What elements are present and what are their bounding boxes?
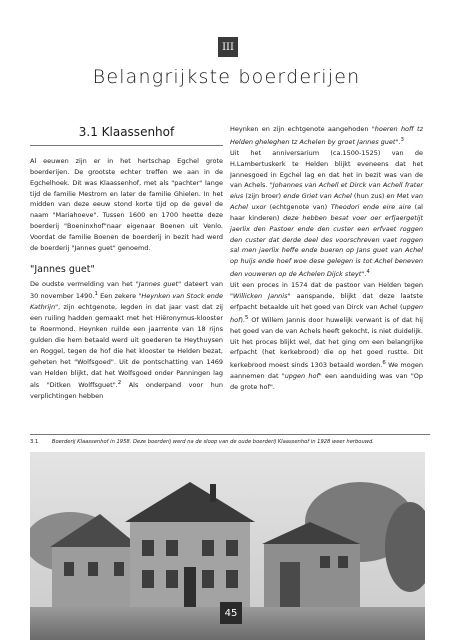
- footnote-marker: 2: [117, 380, 122, 387]
- footnote-marker: 4: [366, 269, 370, 276]
- chapter-number: III: [222, 41, 234, 53]
- figure-caption: [30, 434, 430, 446]
- left-column: [30, 124, 223, 402]
- page-number: 45: [220, 602, 242, 624]
- section-title: 3.1 Klaassenhof: [30, 124, 223, 146]
- right-paragraph-3: Uit een proces in 1574 dat de pastoor van Helden tegen "Willicken Jannis" aanspande, blijkt dat deze laatste erfpacht betaalde uit het goed van Dirck van Achel (upgen hof).$^5$ Of Willem Jannis door huwelijk verwant is of dat hij het goed van de van Achels heeft gekocht, is niet duidelijk. Uit het proces blijkt wel, dat het ging om een belangrijke erfpacht (het kerkebrood) die op het goed rustte. Dit kerkebrood moest sinds 1303 betaald worden.$^6$ We mogen aannemen dat "upgen hof" een aanduiding was van "Op de grote hof".: [230, 281, 424, 392]
- right-paragraph-1: Heynken en zijn echtgenote aangehoden "hoeren hoff tz Helden gheleghen tz Achelen by groet Jannes guet".$^3$: [230, 125, 423, 146]
- right-paragraph-2: Uit het anniversarium (ca.1500-1525) van de H.Lambertuskerk te Helden blijkt eveneens dat het Jannesgoed in Egchel lag en dat het in bezit was van de van Achels. "Johannes van Achell et Dirck van Achell frater eius (zijn broer) ende Griet van Achel (hun zus) en Met van Achel uxor (echtgenote van) Theodori ende eire aire (al haar kinderen) deze hebben besat voer oer erfjaergetijt jaerlix den Pastoer ende den custer een erfvaet roggen den custer dat derde deel des voorschreven vaet roggen sal men jaerlix heffe ende bueren op Jans guet van Achel op huijs ende hoef woe dese gelegen is tot Achel beneven den vouweren op de Achelen Dijck steyt".$^4$: [230, 148, 424, 279]
- caption-text: Boerderij Klaassenhof in 1958. Deze boerderij werd na de sloop van de oude boerderij Klaassenhof in 1928 weer herbouwd.: [51, 439, 374, 445]
- chapter-title: Belangrijkste boerderijen: [92, 66, 361, 88]
- right-column: [230, 124, 423, 393]
- footnote-marker: 6: [382, 360, 386, 367]
- jannes-guet-paragraph: De oudste vermelding van het "Jannes guet" dateert van 30 november 1490.$^1$ Een zekere "Heynken van Stock ende Kathrijn", zijn echtgenote, legden in dat jaar vast dat zij een ruiling hadden gemaakt met het Hiëronymus-klooster te Roermond. Heynken ruilde een jaarrente van 18 rijns gulden die hem betaald werd uit goederen te Heythuysen en Roggel, tegen de hof die het klooster te Helden bezat, geheten het "Wolfsgoed". Uit de pontschatting van 1469 van Helden blijkt, dat het Wolfsgoed onder Panningen lag als "Ditken Wolffsguet".$^2$ Als onderpand voor hun verplichtingen hebben: [30, 279, 224, 401]
- footnote-marker: 3: [400, 136, 404, 143]
- caption-number: 3.1: [30, 439, 39, 445]
- intro-paragraph: Al eeuwen zijn er in het hertschap Egchel grote boerderijen. De grootste echter treffen we aan in de Egchelhoek. Dit was Klaassenhof, met als "pachter" lange tijd de familie Mestrom en later de familie Ghielen. In het midden van deze eeuw stond korte tijd op de gevel de naam "Mariahoeve". Tussen 1600 en 1700 heette deze boerderij "Boeninxhof"naar eigenaar Boenen uit Venlo. Voordat de familie Boenen de boerderij in bezit had werd de boerderij "Jannes guet" genoemd.: [30, 157, 223, 252]
- footnote-marker: 1: [94, 291, 98, 298]
- subsection-title: "Jannes guet": [30, 263, 95, 275]
- chapter-number-badge: [218, 37, 238, 57]
- footnote-marker: 5: [245, 314, 249, 321]
